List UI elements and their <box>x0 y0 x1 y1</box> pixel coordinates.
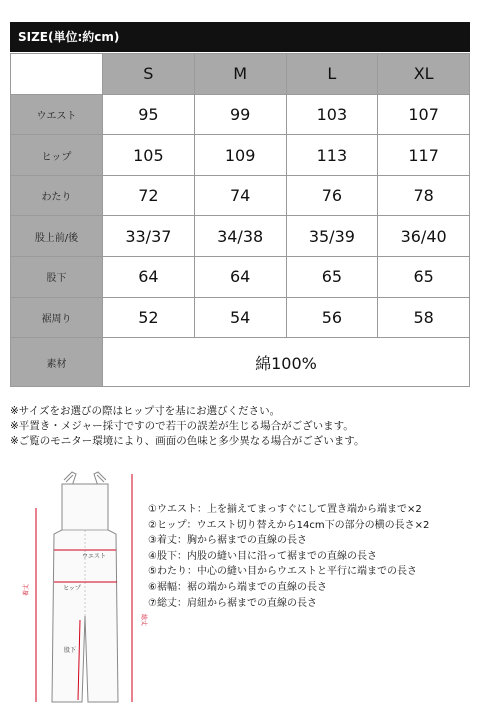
table-cell: 95 <box>103 94 195 135</box>
legend-item: ④股下：内股の縫い目に沿って裾までの直線の長さ <box>148 550 377 562</box>
inseam-label: 股下 <box>63 647 77 654</box>
note-line: ※ご覧のモニター環境により、画面の色味と多少異なる場合がございます。 <box>10 435 365 447</box>
table-cell: 72 <box>103 175 195 216</box>
legend-item: ③着丈：胸から裾までの直線の長さ <box>148 535 307 547</box>
table-cell: 36/40 <box>378 216 470 257</box>
table-cell: 103 <box>286 94 378 135</box>
material-label: 素材 <box>11 338 103 387</box>
row-label: ヒップ <box>11 135 103 176</box>
table-cell: 56 <box>286 297 378 338</box>
material-value: 綿100% <box>103 338 470 387</box>
table-cell: 52 <box>103 297 195 338</box>
corner-cell <box>11 54 103 95</box>
hip-label: ヒップ <box>63 585 81 592</box>
legend-item: ②ヒップ：ウエスト切り替えから14cm下の部分の横の長さ×2 <box>148 519 430 531</box>
legend-item: ⑤わたり：中心の縫い目からウエストと平行に端までの長さ <box>148 566 417 578</box>
table-cell: 99 <box>194 94 286 135</box>
overalls-outline <box>52 484 118 702</box>
table-cell: 58 <box>378 297 470 338</box>
table-cell: 105 <box>103 135 195 176</box>
table-cell: 74 <box>194 175 286 216</box>
row-label: 股上前/後 <box>11 216 103 257</box>
row-label: わたり <box>11 175 103 216</box>
legend-item: ⑥裾幅：裾の端から端までの直線の長さ <box>148 581 327 593</box>
table-row <box>11 135 470 176</box>
size-header-row <box>11 54 470 95</box>
size-l: L <box>286 54 378 95</box>
table-cell: 65 <box>286 257 378 298</box>
note-line: ※サイズをお選びの際はヒップ寸を基にお選びください。 <box>10 405 281 417</box>
table-cell: 109 <box>194 135 286 176</box>
table-cell: 35/39 <box>286 216 378 257</box>
size-header: SIZE(単位:約cm) <box>10 22 470 52</box>
table-cell: 34/38 <box>194 216 286 257</box>
table-cell: 76 <box>286 175 378 216</box>
row-label: 股下 <box>11 257 103 298</box>
material-row <box>11 338 470 387</box>
table-row <box>11 257 470 298</box>
table-cell: 54 <box>194 297 286 338</box>
size-table <box>10 53 470 387</box>
size-s: S <box>103 54 195 95</box>
waist-label: ウエスト <box>81 553 107 560</box>
size-m: M <box>194 54 286 95</box>
table-row <box>11 94 470 135</box>
table-cell: 107 <box>378 94 470 135</box>
row-label: 裾周り <box>11 297 103 338</box>
table-cell: 33/37 <box>103 216 195 257</box>
length-label: 総丈 <box>140 613 147 627</box>
overalls-diagram <box>20 470 150 710</box>
table-cell: 65 <box>378 257 470 298</box>
table-cell: 117 <box>378 135 470 176</box>
table-row <box>11 297 470 338</box>
notes <box>10 404 364 449</box>
table-cell: 78 <box>378 175 470 216</box>
row-label: ウエスト <box>11 94 103 135</box>
legend-item: ⑦総丈：肩紐から裾までの直線の長さ <box>148 597 317 609</box>
table-cell: 113 <box>286 135 378 176</box>
note-line: ※平置き・メジャー採寸ですので若干の誤差が生じる場合がございます。 <box>10 420 354 432</box>
rise-label: 着丈 <box>23 583 30 597</box>
table-cell: 64 <box>103 257 195 298</box>
measurement-legend <box>148 502 429 611</box>
legend-item: ①ウエスト：上を揃えてまっすぐにして置き端から端まで×2 <box>148 504 422 515</box>
table-row <box>11 175 470 216</box>
table-row <box>11 216 470 257</box>
table-cell: 64 <box>194 257 286 298</box>
size-xl: XL <box>378 54 470 95</box>
